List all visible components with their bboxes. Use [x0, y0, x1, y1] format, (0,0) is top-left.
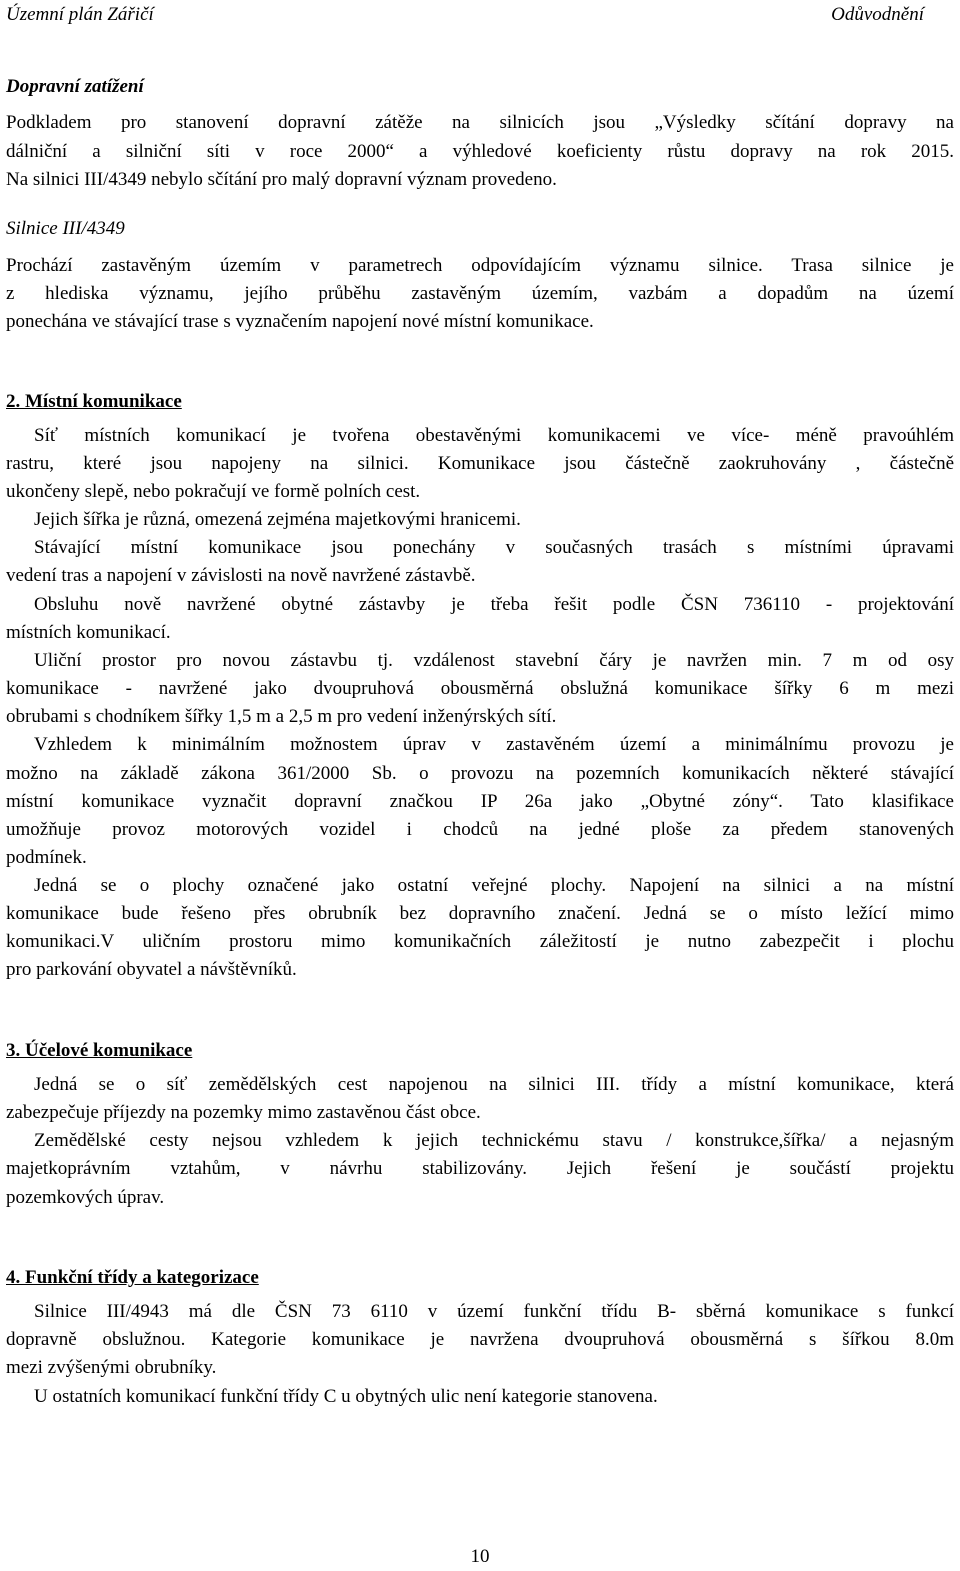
paragraph-line: pro parkování obyvatel a návštěvníků. [6, 959, 297, 980]
paragraph-line: Podkladem pro stanovení dopravní zátěže na silnicích jsou „Výsledky sčítání dopravy na [6, 112, 954, 133]
paragraph-line: dopravně obslužnou. Kategorie komunikace je navržena dvoupruhová obousměrná s šířkou 8.0m [6, 1329, 954, 1350]
paragraph-line: Vzhledem k minimálním možnostem úprav v zastavěném území a minimálnímu provozu je [34, 734, 954, 755]
paragraph-line: místní komunikace vyznačit dopravní značkou IP 26a jako „Obytné zóny“. Tato klasifikace [6, 791, 954, 812]
paragraph-line: Stávající místní komunikace jsou ponechány v současných trasách s místními úpravami [34, 537, 954, 558]
paragraph-line: Síť místních komunikací je tvořena obestavěnými komunikacemi ve více- méně pravoúhlém [34, 425, 954, 446]
heading-mistni-komunikace: 2. Místní komunikace [6, 391, 182, 412]
paragraph-line: mezi zvýšenými obrubníky. [6, 1357, 217, 1378]
paragraph-line: pozemkových úprav. [6, 1187, 165, 1208]
heading-dopravni-zatizeni: Dopravní zatížení [6, 76, 144, 97]
paragraph-line: komunikace bude řešeno přes obrubník bez dopravního značení. Jedná se o místo ležící mimo [6, 903, 954, 924]
paragraph-line: Jedná se o plochy označené jako ostatní veřejné plochy. Napojení na silnici a na místní [34, 875, 954, 896]
paragraph-line: Obsluhu nově navržené obytné zástavby je třeba řešit podle ČSN 736110 - projektování [34, 594, 954, 615]
paragraph-line: Na silnici III/4349 nebylo sčítání pro malý dopravní význam provedeno. [6, 169, 557, 190]
paragraph-line: rastru, které jsou napojeny na silnici. Komunikace jsou částečně zaokruhovány , částečně [6, 453, 954, 474]
paragraph-line: obrubami s chodníkem šířky 1,5 m a 2,5 m pro vedení inženýrských sítí. [6, 706, 557, 727]
paragraph-line: ponechána ve stávající trase s vyznačením napojení nové místní komunikace. [6, 311, 594, 332]
paragraph-line: Jejich šířka je různá, omezená zejména majetkovými hranicemi. [34, 509, 521, 530]
paragraph-line: Zemědělské cesty nejsou vzhledem k jejich technickému stavu / konstrukce,šířka/ a nejasným [34, 1130, 954, 1151]
running-header-title: Územní plán Zářičí [6, 4, 154, 25]
paragraph-line: Jedná se o síť zemědělských cest napojenou na silnici III. třídy a místní komunikace, která [34, 1074, 954, 1095]
paragraph-line: Prochází zastavěným územím v parametrech odpovídajícím významu silnice. Trasa silnice je [6, 255, 954, 276]
running-header-section: Odůvodnění [831, 4, 924, 25]
paragraph-line: zabezpečuje příjezdy na pozemky mimo zastavěnou část obce. [6, 1102, 481, 1123]
heading-ucelove-komunikace: 3. Účelové komunikace [6, 1040, 193, 1061]
paragraph-line: z hlediska významu, jejího průběhu zastavěným územím, vazbám a dopadům na území [6, 283, 954, 304]
paragraph-line: ukončeny slepě, nebo pokračují ve formě polních cest. [6, 481, 421, 502]
paragraph-line: umožňuje provoz motorových vozidel i chodců na jedné ploše za předem stanovených [6, 819, 954, 840]
paragraph-line: vedení tras a napojení v závislosti na nově navržené zástavbě. [6, 565, 476, 586]
paragraph-line: majetkoprávním vztahům, v návrhu stabilizovány. Jejich řešení je součástí projektu [6, 1158, 954, 1179]
paragraph-line: Silnice III/4943 má dle ČSN 73 6110 v území funkční třídu B- sběrná komunikace s funkcí [34, 1301, 954, 1322]
paragraph-line: U ostatních komunikací funkční třídy C u obytných ulic není kategorie stanovena. [34, 1386, 658, 1407]
page-number: 10 [470, 1546, 490, 1567]
paragraph-line: komunikace - navržené jako dvoupruhová obousměrná obslužná komunikace šířky 6 m mezi [6, 678, 954, 699]
paragraph-line: možno na základě zákona 361/2000 Sb. o provozu na pozemních komunikacích některé stávající [6, 763, 954, 784]
paragraph-line: komunikaci.V uličním prostoru mimo komunikačních záležitostí je nutno zabezpečit i plochu [6, 931, 954, 952]
paragraph-line: Uliční prostor pro novou zástavbu tj. vzdálenost stavební čáry je navržen min. 7 m od osy [34, 650, 954, 671]
heading-silnice-iii-4349: Silnice III/4349 [6, 218, 125, 239]
heading-funkcni-tridy: 4. Funkční třídy a kategorizace [6, 1267, 259, 1288]
paragraph-line: podmínek. [6, 847, 87, 868]
paragraph-line: dálniční a silniční síti v roce 2000“ a výhledové koeficienty růstu dopravy na rok 2015. [6, 141, 954, 162]
paragraph-line: místních komunikací. [6, 622, 171, 643]
